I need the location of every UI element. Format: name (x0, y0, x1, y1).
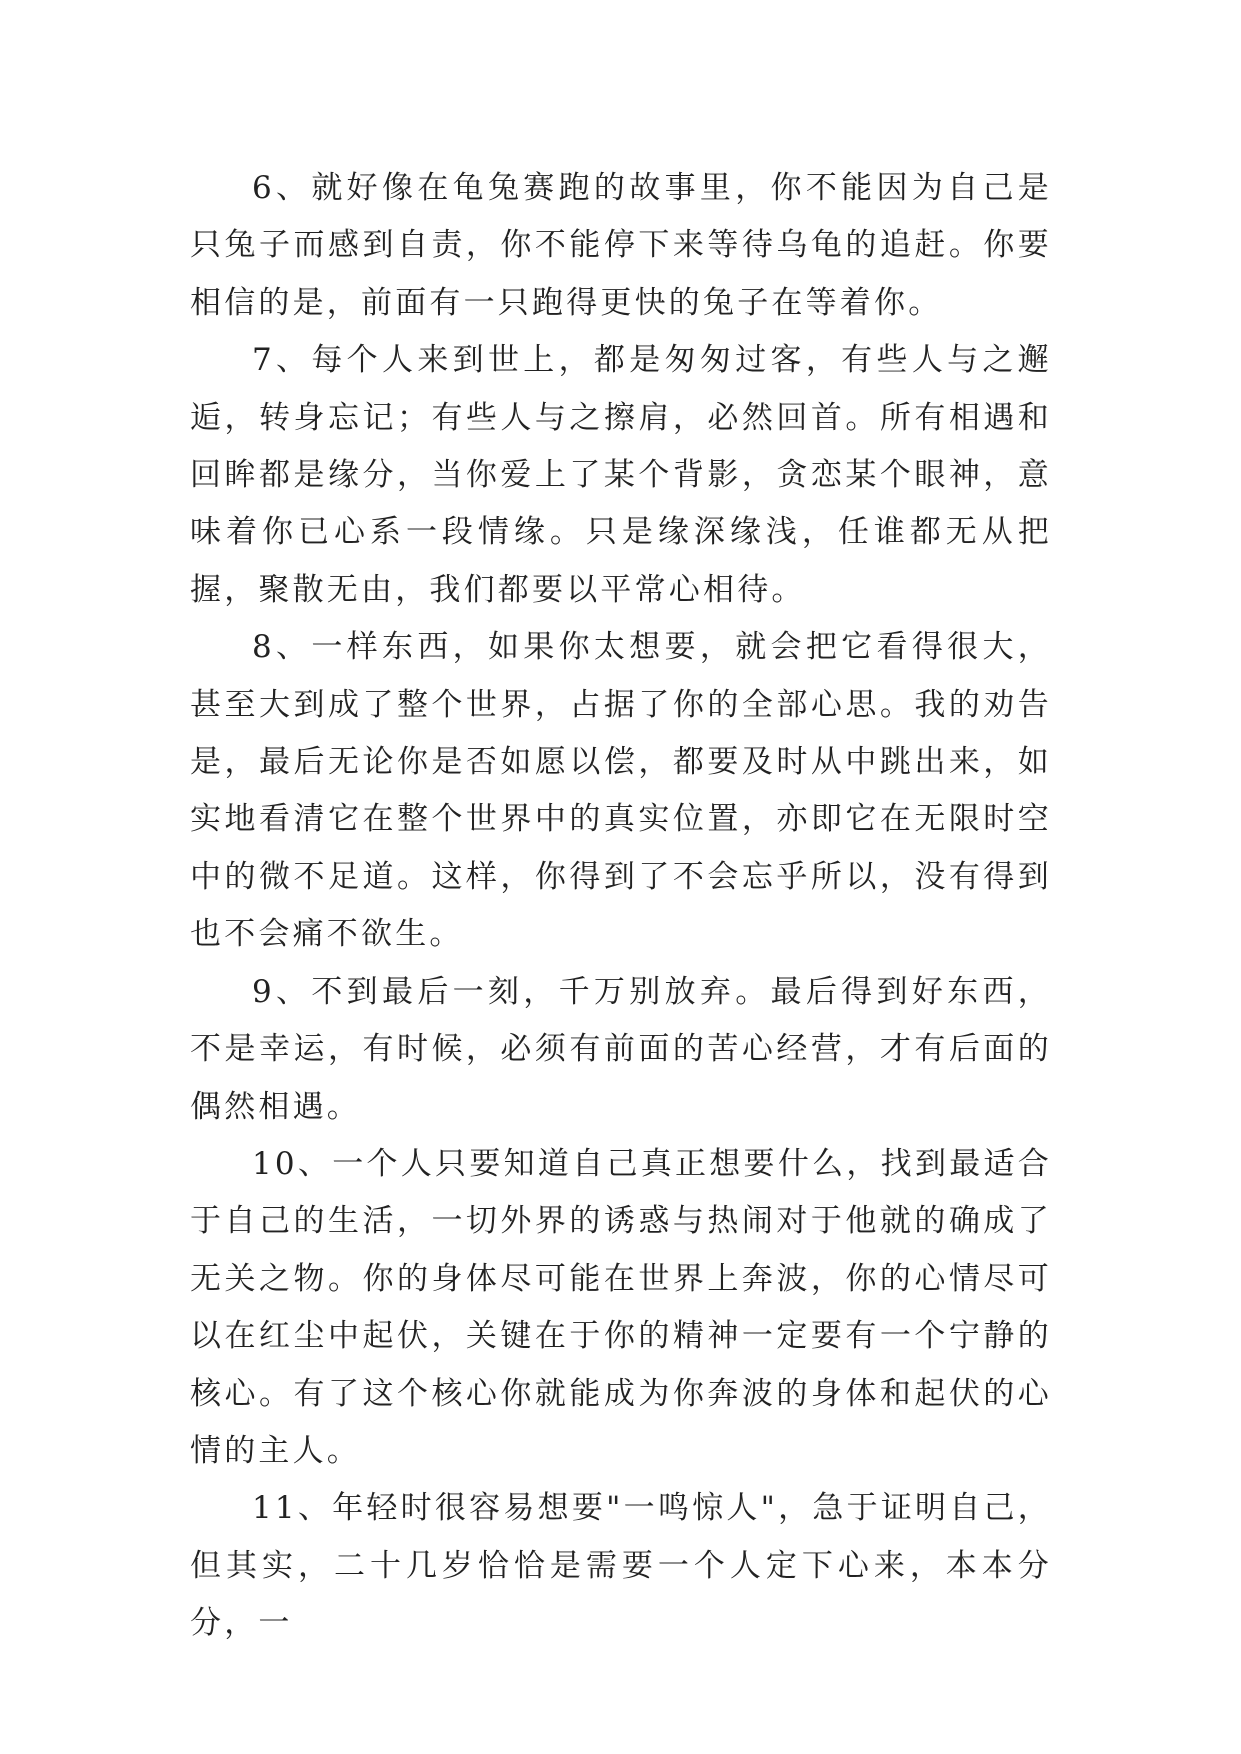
paragraph-10: 10、一个人只要知道自己真正想要什么，找到最适合于自己的生活，一切外界的诱惑与热闹对于他就的确成了无关之物。你的身体尽可能在世界上奔波，你的心情尽可以在红尘中起伏，关键在于你的精神一定要有一个宁静的核心。有了这个核心你就能成为你奔波的身体和起伏的心情的主人。 (190, 1145, 1052, 1469)
paragraph-6: 6、就好像在龟兔赛跑的故事里，你不能因为自己是只兔子而感到自责，你不能停下来等待乌龟的追赶。你要相信的是，前面有一只跑得更快的兔子在等着你。 (190, 170, 1052, 321)
document-body (190, 160, 1052, 1653)
paragraph-11: 11、年轻时很容易想要"一鸣惊人"，急于证明自己，但其实，二十几岁恰恰是需要一个人定下心来，本本分分，一 (190, 1490, 1052, 1642)
paragraph-8: 8、一样东西，如果你太想要，就会把它看得很大，甚至大到成了整个世界，占据了你的全部心思。我的劝告是，最后无论你是否如愿以偿，都要及时从中跳出来，如实地看清它在整个世界中的真实位置，亦即它在无限时空中的微不足道。这样，你得到了不会忘乎所以，没有得到也不会痛不欲生。 (190, 629, 1052, 953)
paragraph-9: 9、不到最后一刻，千万别放弃。最后得到好东西，不是幸运，有时候，必须有前面的苦心经营，才有后面的偶然相遇。 (190, 973, 1052, 1125)
paragraph-7: 7、每个人来到世上，都是匆匆过客，有些人与之邂逅，转身忘记；有些人与之擦肩，必然回首。所有相遇和回眸都是缘分，当你爱上了某个背影，贪恋某个眼神，意味着你已心系一段情缘。只是缘深缘浅，任谁都无从把握，聚散无由，我们都要以平常心相待。 (190, 342, 1052, 608)
